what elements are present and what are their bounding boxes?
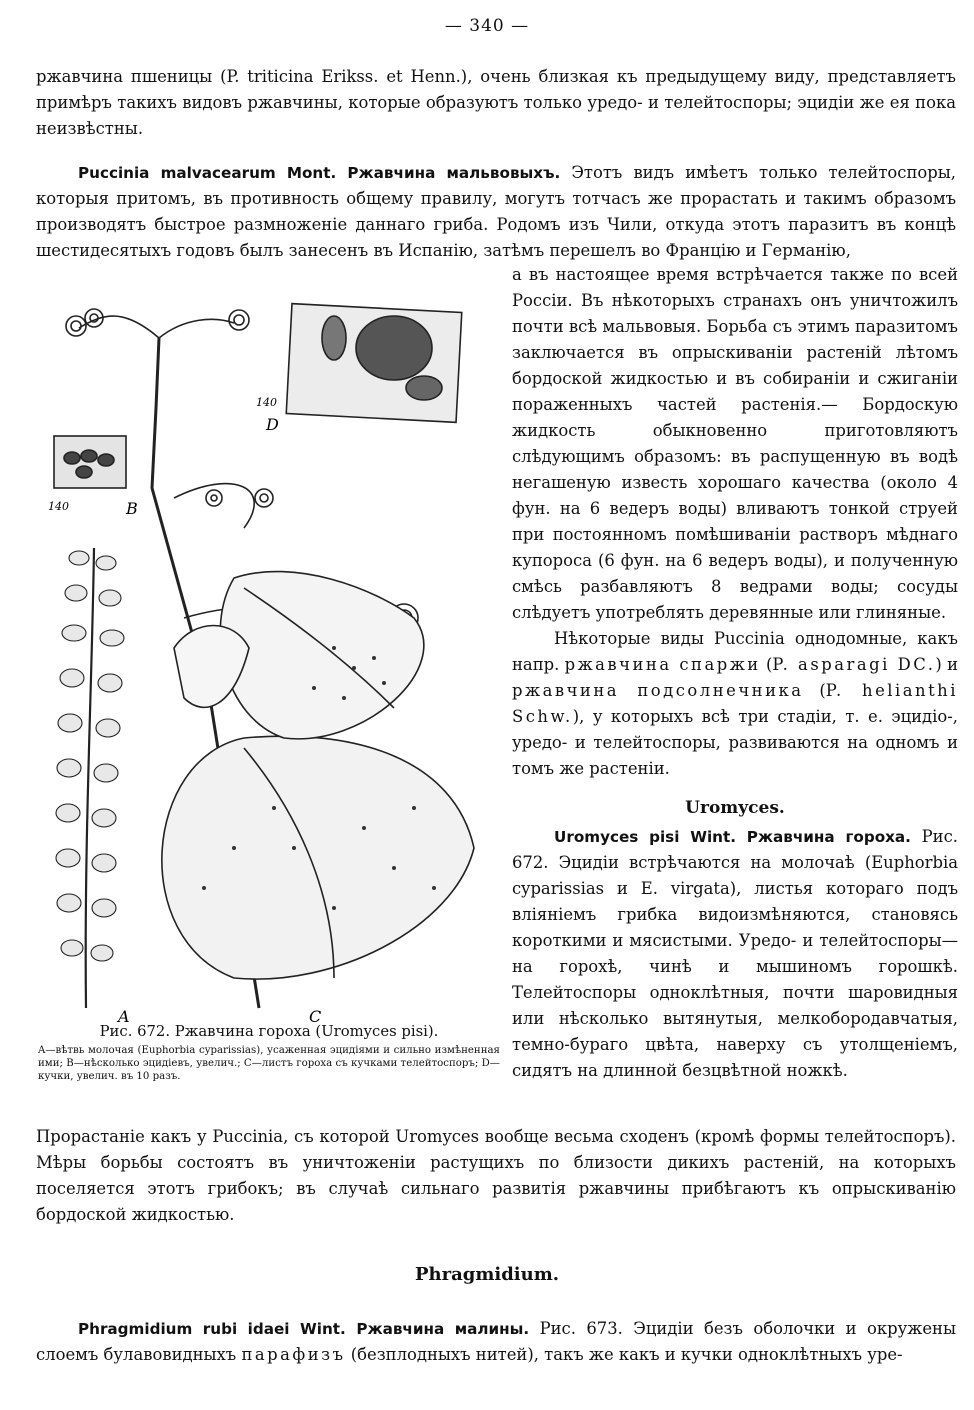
figure-magnification-d: 140 bbox=[256, 396, 277, 409]
spaced-term: P. helianthi Schw. bbox=[512, 681, 958, 726]
text-run: ( bbox=[760, 655, 773, 674]
paragraph-phragmidium bbox=[36, 1316, 956, 1368]
section-heading-uromyces: Uromyces. bbox=[685, 798, 785, 818]
text-run: ( bbox=[803, 681, 826, 700]
paragraph-uromyces-continued: Прорастаніе какъ у Puccinia, съ которой Uromyces вообще весьма сходенъ (кромѣ формы телейтоспоръ). Мѣры борьбы состоятъ въ уничтоженіи растущихъ по близости дикихъ растеній, на которыхъ поселяется этотъ грибокъ; въ случаѣ сильнаго развитія ржавчины прибѣгаютъ къ опрыскиванію бордоской жидкостью. bbox=[36, 1127, 956, 1224]
text-run: (безплодныхъ нитей), такъ же какъ и кучки одноклѣтныхъ уре- bbox=[345, 1345, 903, 1364]
paragraph-text: Этотъ видъ имѣетъ только телейтоспоры, которыя притомъ, въ противность общему правилу, могутъ тотчасъ же прорастать и такимъ образомъ производятъ быстрое размноженіе даннаго гриба. Родомъ изъ Чили, откуда этотъ паразитъ въ концѣ шестидесятыхъ годовъ былъ занесенъ въ Испанію, затѣмъ перешелъ во Францію и Германію, bbox=[36, 163, 956, 260]
text-run: Рис. 673. Эцидіи безъ оболочки и окружены слоемъ булавовидныхъ bbox=[36, 1319, 956, 1364]
text-run: Нѣкоторые виды Puccinia однодомные, какъ напр. bbox=[512, 629, 958, 674]
paragraph-puccinia-continued: а въ настоящее время встрѣчается также по всей Россіи. Въ нѣкоторыхъ странахъ онъ уничтожилъ почти всѣ мальвовыя. Борьба съ этимъ паразитомъ заключается въ опрыскиваніи растеній лѣтомъ бордоской жидкостью и въ собираніи и сжиганіи пораженныхъ частей растенія.— Бордоскую жидкость обыкновенно приготовляютъ слѣдующимъ образомъ: въ распущенную въ водѣ негашеную известь хорошаго качества (около 4 фун. на 6 ведеръ воды) вливаютъ тонкой струей при постоянномъ помѣшиваніи растворъ мѣднаго купороса (6 фун. на 6 ведеръ воды), и полученную смѣсь разбавляютъ 8 ведрами воды; сосуды слѣдуетъ употреблять деревянные или глиняные. bbox=[512, 265, 958, 622]
text-run: ), у которыхъ всѣ три стадіи, т. е. эцидіо-, уредо- и телейтоспоры, развиваются на одномъ и томъ же растеніи. bbox=[512, 707, 958, 778]
paragraph-puccinia-malvacearum bbox=[36, 160, 956, 264]
page-number: — 340 — bbox=[444, 16, 530, 36]
figure-label-c: C bbox=[309, 1007, 322, 1023]
paragraph-text: Рис. 672. Эцидіи встрѣчаются на молочаѣ (Euphorbia cyparissias и E. virgata), листья котораго подъ вліяніемъ грибка видоизмѣняются, становясь короткими и мясистыми. Уредо- и телейтоспоры—на горохѣ, чинѣ и мышиномъ горошкѣ. Телейтоспоры одноклѣтныя, почти шаровидныя или нѣсколько вытянутыя, мелкобородавчатыя, темно-бураго цвѣта, наверху съ утолщеніемъ, сидятъ на длинной безцвѣтной ножкѣ. bbox=[512, 827, 958, 1080]
figure-label-d: D bbox=[266, 415, 279, 434]
spaced-term: ржавчина подсолнечника bbox=[512, 681, 804, 700]
section-heading-phragmidium: Phragmidium. bbox=[414, 1264, 560, 1285]
paragraph-uromyces-pisi bbox=[512, 824, 958, 1084]
paragraph-monoecious bbox=[512, 626, 958, 782]
species-name-phragmidium: Phragmidium rubi idaei Wint. Ржавчина малины. bbox=[78, 1320, 530, 1338]
text-run: ) и bbox=[935, 655, 958, 674]
right-column bbox=[512, 262, 958, 1084]
species-name-uromyces-pisi: Uromyces pisi Wint. Ржавчина гороха. bbox=[554, 828, 911, 846]
species-name-puccinia-malvacearum: Puccinia malvacearum Mont. Ржавчина мальвовыхъ. bbox=[78, 164, 561, 182]
spaced-term: P. asparagi DC. bbox=[772, 655, 936, 674]
spaced-term: ржавчина спаржи bbox=[564, 655, 761, 674]
figure-672-illustration bbox=[34, 288, 504, 1023]
figure-caption: Рис. 672. Ржавчина гороха (Uromyces pisi). bbox=[99, 1023, 439, 1040]
pea-rust-drawing bbox=[34, 288, 504, 1023]
spaced-term: парафизъ bbox=[241, 1345, 346, 1364]
paragraph-wheat-rust: ржавчина пшеницы (P. triticina Erikss. et Henn.), очень близкая къ предыдущему виду, представляетъ примѣръ такихъ видовъ ржавчины, которые образуютъ только уредо- и телейтоспоры; эцидіи же ея пока неизвѣстны. bbox=[36, 67, 956, 138]
figure-label-b: B bbox=[126, 499, 138, 518]
figure-magnification-b: 140 bbox=[48, 500, 69, 513]
figure-legend: A—вѣтвь молочая (Euphorbia cyparissias), усаженная эцидіями и сильно измѣненная ими; B—нѣсколько эцидіевъ, увелич.; C—листъ гороха съ кучками телейтоспоръ; D—кучки, увелич. въ 10 разъ. bbox=[38, 1045, 500, 1082]
figure-label-a: A bbox=[118, 1007, 130, 1023]
